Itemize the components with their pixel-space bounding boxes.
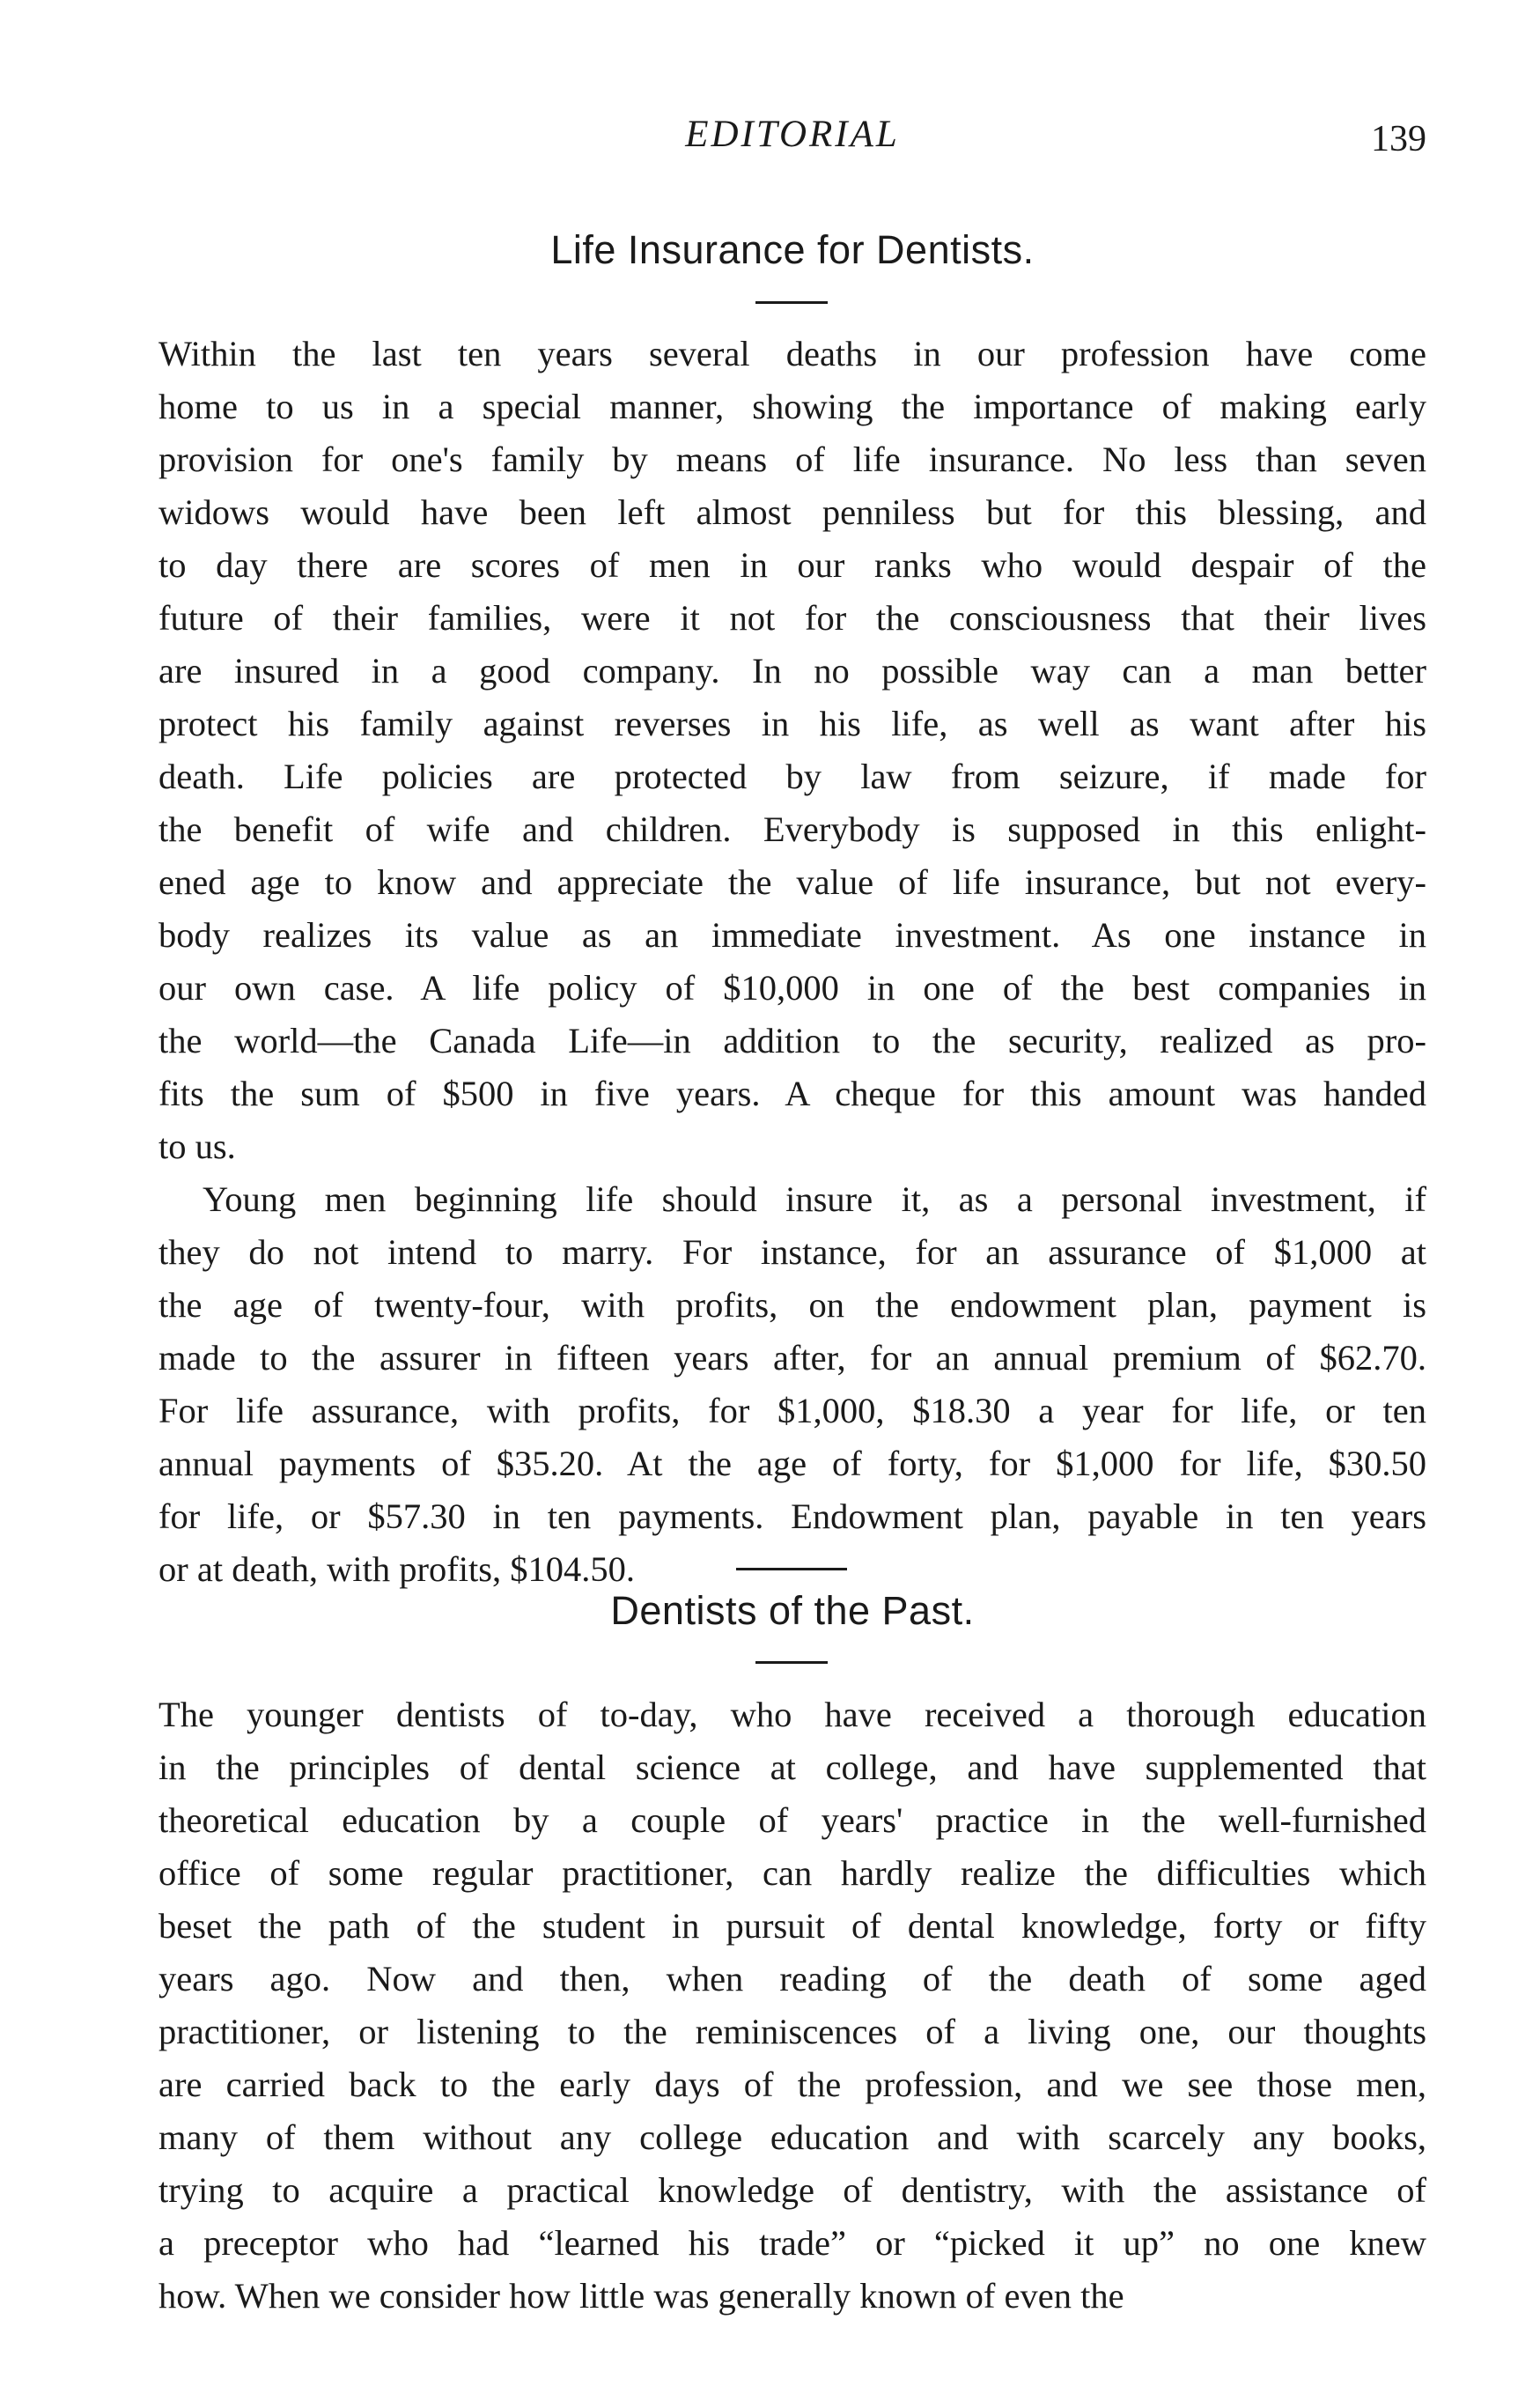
- text-line: provision for one's family by means of life insurance. No less than seven: [158, 440, 1426, 479]
- text-line: made to the assurer in fifteen years after, for an annual premium of $62.70.: [158, 1338, 1426, 1378]
- section-heading-life-insurance: Life Insurance for Dentists.: [550, 227, 1035, 272]
- text-line: or at death, with profits, $104.50.: [158, 1549, 636, 1589]
- text-line: body realizes its value as an immediate investment. As one instance in: [158, 915, 1426, 955]
- text-line: practitioner, or listening to the reminiscences of a living one, our thoughts: [158, 2012, 1426, 2051]
- section-heading-dentists-of-the-past: Dentists of the Past.: [610, 1588, 975, 1633]
- paragraph: [158, 1688, 1426, 2323]
- heading-rule: [755, 301, 828, 304]
- text-line: our own case. A life policy of $10,000 in one of the best companies in: [158, 968, 1426, 1008]
- section-divider: [736, 1568, 847, 1570]
- text-line: office of some regular practitioner, can hardly realize the difficulties which: [158, 1853, 1426, 1893]
- text-line: home to us in a special manner, showing the importance of making early: [158, 387, 1426, 426]
- text-line: Young men beginning life should insure it, as a personal investment, if: [203, 1179, 1426, 1219]
- paragraph: [158, 328, 1426, 1173]
- heading-rule: [755, 1661, 828, 1664]
- text-line: The younger dentists of to-day, who have received a thorough education: [158, 1695, 1426, 1734]
- text-line: protect his family against reverses in his life, as well as want after his: [158, 704, 1426, 743]
- text-line: a preceptor who had “learned his trade” or “picked it up” no one knew: [158, 2223, 1426, 2263]
- text-line: the age of twenty-four, with profits, on the endowment plan, payment is: [158, 1285, 1426, 1325]
- text-line: fits the sum of $500 in five years. A cheque for this amount was handed: [158, 1074, 1426, 1113]
- text-line: how. When we consider how little was generally known of even the: [158, 2276, 1124, 2316]
- text-line: theoretical education by a couple of years' practice in the well-furnished: [158, 1800, 1426, 1840]
- section-body-life-insurance: [158, 328, 1426, 1596]
- text-line: ened age to know and appreciate the value of life insurance, but not every-: [158, 862, 1426, 902]
- text-line: Within the last ten years several deaths in our profession have come: [158, 334, 1426, 373]
- text-line: are insured in a good company. In no possible way can a man better: [158, 651, 1426, 691]
- text-line: to us.: [158, 1127, 236, 1166]
- text-line: the benefit of wife and children. Everybody is supposed in this enlight-: [158, 809, 1426, 849]
- text-line: in the principles of dental science at college, and have supplemented that: [158, 1747, 1426, 1787]
- text-line: beset the path of the student in pursuit of dental knowledge, forty or fifty: [158, 1906, 1426, 1946]
- text-line: trying to acquire a practical knowledge of dentistry, with the assistance of: [158, 2170, 1426, 2210]
- text-line: years ago. Now and then, when reading of the death of some aged: [158, 1959, 1426, 1998]
- text-line: widows would have been left almost penniless but for this blessing, and: [158, 492, 1426, 532]
- section-body-dentists-of-the-past: [158, 1688, 1426, 2323]
- text-line: death. Life policies are protected by law from seizure, if made for: [158, 757, 1426, 796]
- paragraph: [158, 1173, 1426, 1596]
- page-number: 139: [1371, 119, 1426, 159]
- text-line: many of them without any college education and with scarcely any books,: [158, 2117, 1426, 2157]
- text-line: to day there are scores of men in our ranks who would despair of the: [158, 545, 1426, 585]
- running-head: [158, 113, 1426, 166]
- text-line: are carried back to the early days of the profession, and we see those men,: [158, 2065, 1426, 2104]
- text-line: for life, or $57.30 in ten payments. Endowment plan, payable in ten years: [158, 1496, 1426, 1536]
- running-title: EDITORIAL: [685, 114, 900, 155]
- text-line: the world—the Canada Life—in addition to the security, realized as pro-: [158, 1021, 1426, 1060]
- text-line: future of their families, were it not for the consciousness that their lives: [158, 598, 1426, 638]
- text-line: For life assurance, with profits, for $1,000, $18.30 a year for life, or ten: [158, 1391, 1426, 1430]
- text-line: they do not intend to marry. For instance, for an assurance of $1,000 at: [158, 1232, 1426, 1272]
- text-line: annual payments of $35.20. At the age of forty, for $1,000 for life, $30.50: [158, 1444, 1426, 1483]
